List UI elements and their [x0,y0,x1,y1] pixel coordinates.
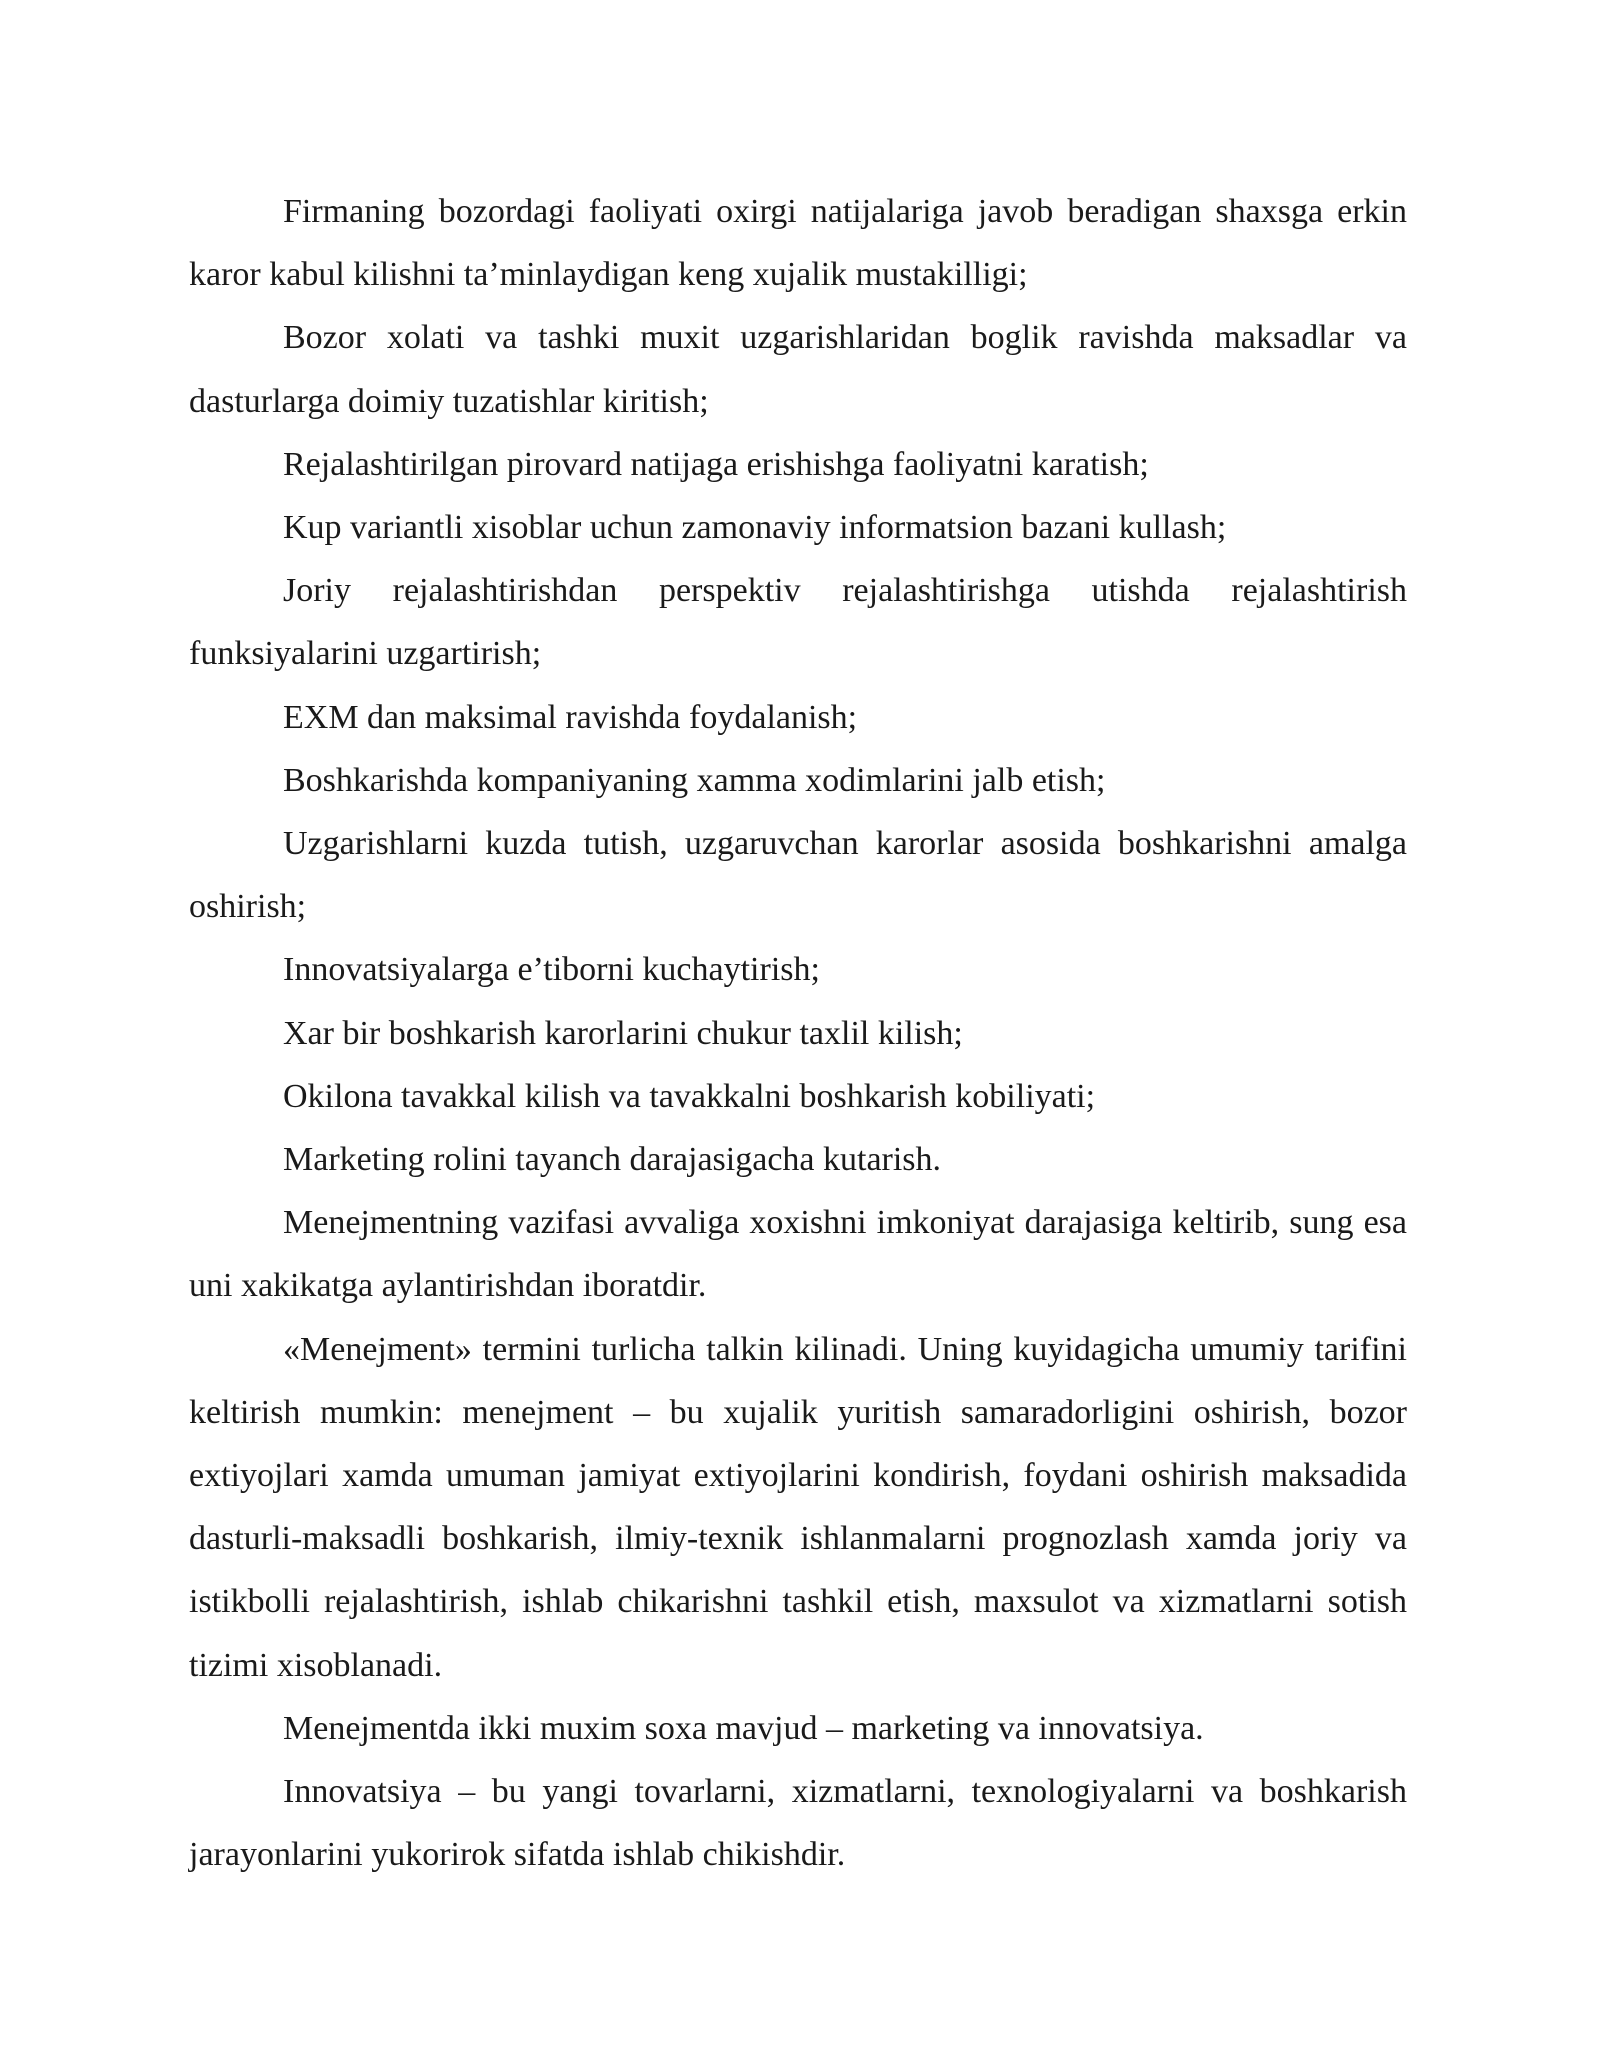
paragraph: Boshkarishda kompaniyaning xamma xodimlarini jalb etish; [283,761,1106,799]
paragraph: Innovatsiya – bu yangi tovarlarni, xizmatlarni, texnologiyalarni va boshkarish jarayonlarini yukorirok sifatda ishlab chikishdir. [189,1773,1407,1874]
paragraph: Bozor xolati va tashki muxit uzgarishlaridan boglik ravishda maksadlar va dasturlarga doimiy tuzatishlar kiritish; [189,319,1407,420]
paragraph: Joriy rejalashtirishdan perspektiv rejalashtirishga utishda rejalashtirish funksiyalarini uzgartirish; [189,572,1407,673]
paragraph: Menejmentda ikki muxim soxa mavjud – marketing va innovatsiya. [283,1709,1204,1747]
paragraph: Innovatsiyalarga e’tiborni kuchaytirish; [283,951,820,989]
paragraph: «Menejment» termini turlicha talkin kilinadi. Uning kuyidagicha umumiy tarifini keltirish mumkin: menejment – bu xujalik yuritish samaradorligini oshirish, bozor extiyojlari xamda umuman jamiyat extiyojlarini kondirish, foydani oshirish maksadida dasturli-maksadli boshkarish, ilmiy-texnik ishlanmalarni prognozlash xamda joriy va istikbolli rejalashtirish, ishlab chikarishni tashkil etish, maxsulot va xizmatlarni sotish tizimi xisoblanadi. [189,1330,1407,1684]
paragraph: Okilona tavakkal kilish va tavakkalni boshkarish kobiliyati; [283,1077,1096,1115]
paragraph: EXM dan maksimal ravishda foydalanish; [283,698,858,736]
paragraph: Xar bir boshkarish karorlarini chukur taxlil kilish; [283,1014,963,1052]
paragraph: Menejmentning vazifasi avvaliga xoxishni imkoniyat darajasiga keltirib, sung esa uni xakikatga aylantirishdan iboratdir. [189,1204,1407,1305]
paragraph: Firmaning bozordagi faoliyati oxirgi natijalariga javob beradigan shaxsga erkin karor kabul kilishni ta’minlaydigan keng xujalik mustakilligi; [189,193,1407,294]
paragraph: Marketing rolini tayanch darajasigacha kutarish. [283,1141,942,1179]
paragraph: Uzgarishlarni kuzda tutish, uzgaruvchan karorlar asosida boshkarishni amalga oshirish; [189,825,1407,926]
paragraph: Kup variantli xisoblar uchun zamonaviy informatsion bazani kullash; [283,509,1227,547]
paragraph: Rejalashtirilgan pirovard natijaga erishishga faoliyatni karatish; [283,445,1149,483]
document-body [189,180,1407,1886]
